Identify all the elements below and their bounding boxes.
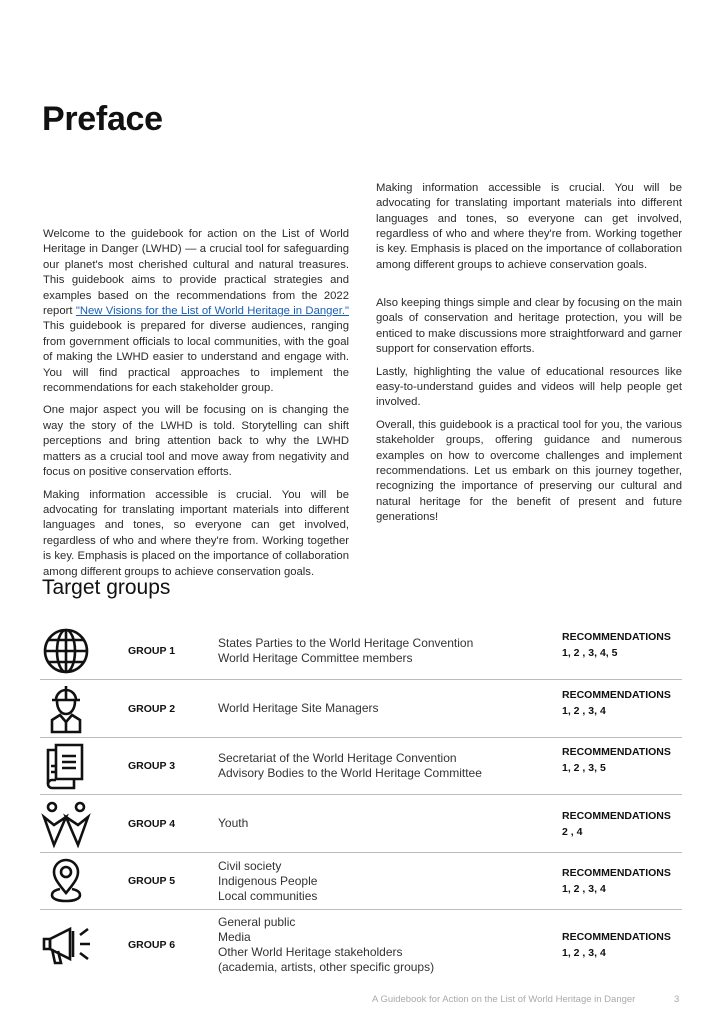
text: RECOMMENDATIONS [562,809,671,822]
recommendations [562,744,671,776]
text: RECOMMENDATIONS [562,867,671,879]
text: World Heritage Site Managers [218,701,379,715]
group-label: GROUP 6 [128,939,176,951]
table-row [40,738,682,795]
text: Making information accessible is crucial. You will be advocating for translating important materials into different languages and tones, so everyone can get involved, regardless of who and where they're from. Working together is key. Emphasis is placed on the importance of collaboration among different groups to achieve conservation goals. [376,181,682,271]
text: (academia, artists, other specific groups) [218,960,435,974]
text: RECOMMENDATIONS [562,746,671,758]
table-row [40,853,682,910]
text: This guidebook is prepared for diverse audiences, ranging from government officials to local communities, with the goal of making the LWHD easier to understand and engage with. You will find practical approaches to implement the recommendations for each stakeholder group. [43,320,349,395]
intro-paragraph: One major aspect you will be focusing on is changing the way the story of the LWHD is told. Storytelling can shift perceptions and bring attention back to why the LWHD matters as a crucial tool and move away from negativity and focus on positive conservation efforts. [43,404,349,479]
intro-column-left [43,227,349,578]
table-row [40,622,682,680]
text: 1, 2 , 3, 4 [562,883,606,895]
group-label: GROUP 3 [128,760,176,772]
text: 1, 2 , 3, 4 [562,704,606,717]
intro-paragraph [43,227,349,396]
group-description [218,701,562,716]
text: Other World Heritage stakeholders [218,945,403,959]
intro-column-right [376,181,682,533]
group-description [218,915,562,975]
recommendations [562,808,671,840]
text: World Heritage Committee members [218,650,413,665]
report-link[interactable]: "New Visions for the List of World Heritage in Danger." [75,305,349,318]
books-icon [40,742,128,790]
text: Media [218,930,251,944]
target-groups-table [40,622,682,980]
table-row [40,795,682,853]
megaphone-icon [40,925,128,965]
text: Secretariat of the World Heritage Convention [218,751,457,765]
text: RECOMMENDATIONS [562,630,671,643]
text: 2 , 4 [562,825,583,838]
text: Indigenous People [218,873,318,888]
text: States Parties to the World Heritage Convention [218,635,474,650]
group-label: GROUP 1 [128,644,176,657]
table-row [40,910,682,980]
page-number: 3 [674,994,680,1005]
group-label: GROUP 5 [128,875,176,887]
location-pin-icon [40,859,128,903]
group-description [218,859,562,904]
intro-paragraph-continued [376,181,682,288]
text: Civil society [218,858,282,873]
text: 1, 2 , 3, 4 [562,947,606,959]
youth-icon [40,801,128,847]
group-description [218,816,562,831]
text: General public [218,915,296,929]
page-title: Preface [42,100,163,138]
group-label: GROUP 4 [128,817,176,830]
recommendations [562,629,671,661]
intro-paragraph: Making information accessible is crucial. You will be advocating for translating important materials into different languages and tones, so everyone can get involved, regardless of who and where they're from. Working together is key. Emphasis is placed on the importance of collaboration among different groups to achieve conservation goals. [43,488,349,578]
text: Youth [218,816,249,830]
text: 1, 2 , 3, 5 [562,762,606,774]
target-groups-heading: Target groups [42,576,171,599]
group-description [218,751,562,781]
intro-paragraph: Overall, this guidebook is a practical tool for you, the various stakeholder groups, offering guidance and numerous examples on how to overcome challenges and implement recommendations. Let us embark on this journey together, recognizing the importance of preserving our cultural and natural heritage for the benefit of present and future generations! [376,418,682,524]
worker-icon [40,684,128,734]
text: RECOMMENDATIONS [562,688,671,701]
text: Welcome to the guidebook for action on the List of World Heritage in Danger (LWHD) — a crucial tool for safeguarding our planet's most cherished cultural and natural treasures. This guidebook aims to provide practical strategies and examples based on the recommendations from the 2022 report [43,228,349,318]
recommendations [562,687,671,719]
text: RECOMMENDATIONS [562,931,671,943]
text: Advisory Bodies to the World Heritage Committee [218,766,482,780]
table-row [40,680,682,738]
intro-paragraph: Lastly, highlighting the value of educational resources like easy-to-understand guides and videos will help people get involved. [376,365,682,409]
intro-paragraph: Also keeping things simple and clear by focusing on the main goals of conservation and heritage protection, you will be enticed to make discussions more straightforward and garner support for conservation efforts. [376,297,682,356]
group-label: GROUP 2 [128,702,176,715]
group-description [218,636,562,666]
text: Local communities [218,888,318,903]
recommendations [562,929,671,961]
footer-title: A Guidebook for Action on the List of World Heritage in Danger [372,994,636,1005]
recommendations [562,865,671,897]
text: 1, 2 , 3, 4, 5 [562,646,618,659]
globe-icon [40,627,128,675]
